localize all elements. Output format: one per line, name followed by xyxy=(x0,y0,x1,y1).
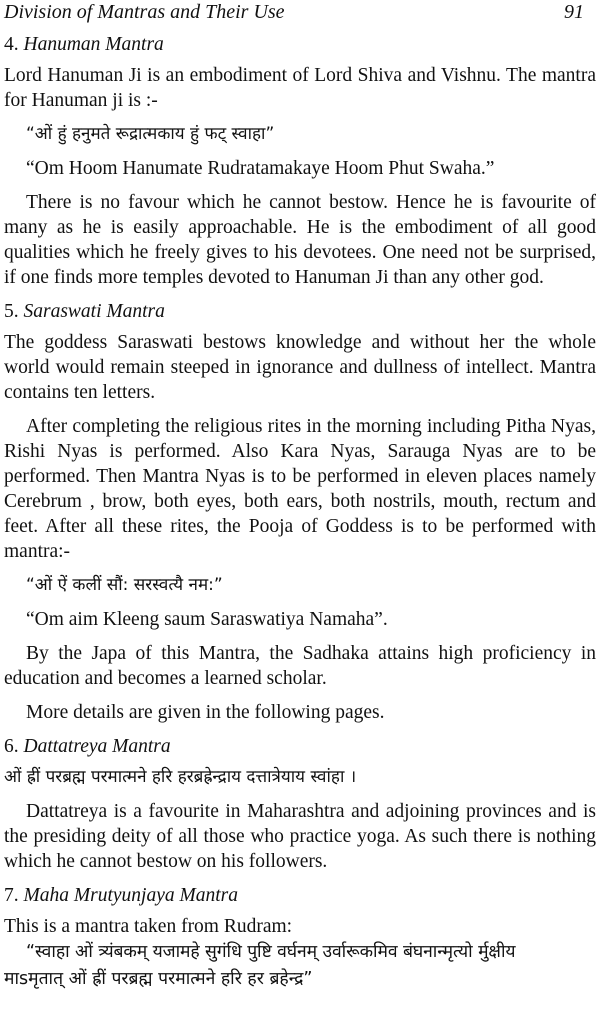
running-header xyxy=(4,1,596,23)
hanuman-intro: Lord Hanuman Ji is an embodiment of Lord Shiva and Vishnu. The mantra for Hanuman ji is :- xyxy=(4,65,596,111)
section-title: Hanuman Mantra xyxy=(23,34,164,55)
section-number: 7. xyxy=(4,885,19,906)
saraswati-mantra-sanskrit: “ओं ऐं कलीं सौं: सरस्वत्यै नम:” xyxy=(26,575,223,595)
saraswati-mantra-transliteration: “Om aim Kleeng saum Saraswatiya Namaha”. xyxy=(26,609,388,630)
section-heading-saraswati xyxy=(4,300,596,324)
section-heading-hanuman xyxy=(4,33,596,57)
section-number: 6. xyxy=(4,736,19,757)
saraswati-more-details: More details are given in the following pages. xyxy=(26,702,385,723)
saraswati-intro: The goddess Saraswati bestows knowledge and without her the whole world would remain steeped in ignorance and dullness of intellect. Mantra contains ten letters. xyxy=(4,332,596,403)
mrutyunjaya-intro: This is a mantra taken from Rudram: xyxy=(4,916,293,937)
section-heading-mrutyunjaya xyxy=(4,884,596,908)
dattatreya-body: Dattatreya is a favourite in Maharashtra and adjoining provinces and is the presiding deity of all those who practice yoga. As such there is nothing which he cannot bestow on his followers. xyxy=(4,801,596,872)
hanuman-mantra-sanskrit: “ओं हुं हनुमते रूद्रात्मकाय हुं फट् स्वाहा” xyxy=(26,124,275,144)
mrutyunjaya-mantra-line-2: माsमृतात् ओं ह्रीं परब्रह्म परमात्मने हरि हर ब्रहेन्द्र” xyxy=(4,969,313,989)
section-number: 4. xyxy=(4,34,19,55)
saraswati-rites: After completing the religious rites in the morning including Pitha Nyas, Rishi Nyas is performed. Also Kara Nyas, Sarauga Nyas are to be performed. Then Mantra Nyas is to be performed in eleven places namely Cerebrum , brow, both eyes, both ears, both nostrils, mouth, rectum and feet. After all these rites, the Pooja of Goddess is to be performed with mantra:- xyxy=(4,416,596,562)
mrutyunjaya-mantra-line-1: “स्वाहा ओं त्र्यंबकम् यजामहे सुगंधि पुष्टि वर्घनम् उर्वारूकमिव बंघनान्मृत्यो र्मुक्षीय xyxy=(26,942,516,962)
book-page xyxy=(0,1,600,1021)
saraswati-japa: By the Japa of this Mantra, the Sadhaka attains high proficiency in education and becomes a learned scholar. xyxy=(4,643,596,689)
section-title: Dattatreya Mantra xyxy=(23,736,171,757)
page-number: 91 xyxy=(564,1,584,23)
section-title: Maha Mrutyunjaya Mantra xyxy=(23,885,238,906)
hanuman-mantra-transliteration: “Om Hoom Hanumate Rudratamakaye Hoom Phut Swaha.” xyxy=(26,158,495,179)
section-number: 5. xyxy=(4,301,19,322)
dattatreya-mantra-sanskrit: ओं ह्रीं परब्रह्म परमात्मने हरि हरब्रह्रेन्द्राय दत्तात्रेयाय स्वांहा । xyxy=(4,767,357,787)
hanuman-body: There is no favour which he cannot bestow. Hence he is favourite of many as he is easily approachable. He is the embodiment of all good qualities which he freely gives to his devotees. One need not be surprised, if one finds more temples devoted to Hanuman Ji than any other god. xyxy=(4,192,596,288)
running-title: Division of Mantras and Their Use xyxy=(4,1,285,23)
section-title: Saraswati Mantra xyxy=(23,301,165,322)
section-heading-dattatreya xyxy=(4,735,596,759)
